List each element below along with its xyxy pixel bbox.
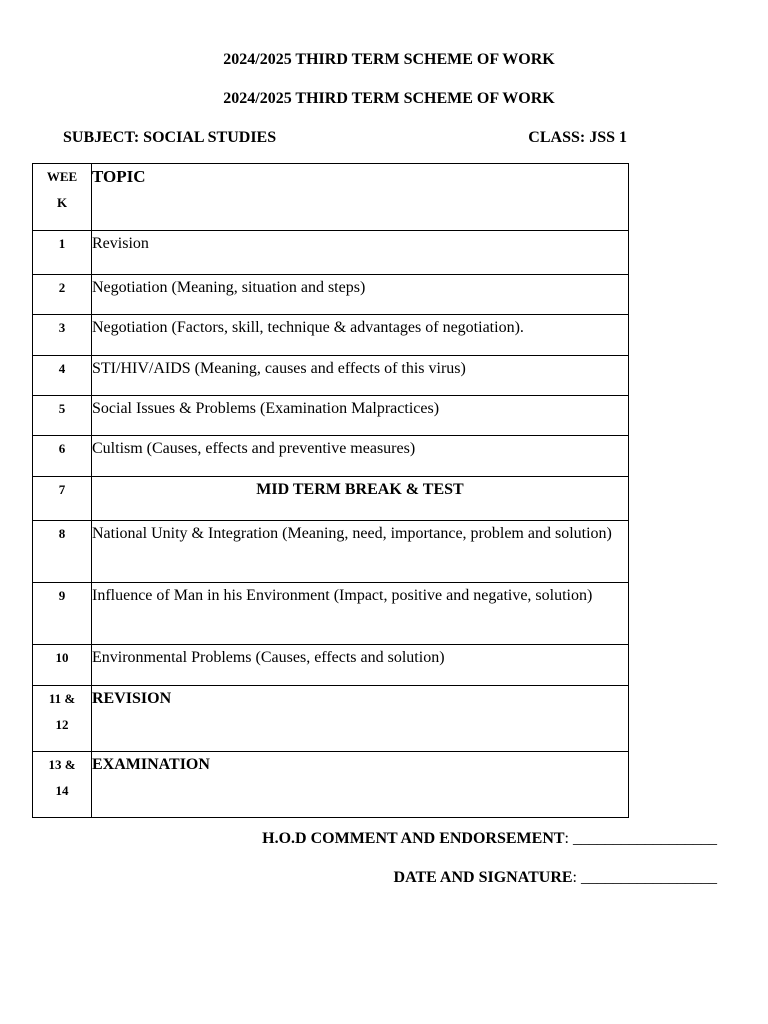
table-row [33,645,629,686]
table-row [33,521,629,583]
topic-cell: Negotiation (Meaning, situation and steps) [92,275,629,315]
topic-cell: Influence of Man in his Environment (Impact, positive and negative, solution) [92,583,629,645]
topic-cell: Social Issues & Problems (Examination Malpractices) [92,396,629,436]
table-row [33,275,629,315]
week-cell: 7 [33,477,92,521]
week-cell: 13 & 14 [33,752,92,818]
table-row-revision [33,686,629,752]
hod-comment-line [262,830,717,848]
topic-cell: Environmental Problems (Causes, effects and solution) [92,645,629,686]
date-signature-label: DATE AND SIGNATURE [393,869,573,886]
class-label: CLASS: JSS 1 [528,129,627,146]
table-row-mid-term [33,477,629,521]
hod-comment-label: H.O.D COMMENT AND ENDORSEMENT [262,830,565,847]
week-cell: 4 [33,356,92,396]
week-cell: 8 [33,521,92,583]
week-cell: 1 [33,231,92,275]
mid-term-break-cell: MID TERM BREAK & TEST [92,477,629,521]
table-row [33,231,629,275]
examination-cell: EXAMINATION [92,752,629,818]
topic-cell: Revision [92,231,629,275]
date-signature-blank: : _________________ [572,869,717,886]
topic-cell: National Unity & Integration (Meaning, need, importance, problem and solution) [92,521,629,583]
document-title-repeat: 2024/2025 THIRD TERM SCHEME OF WORK [223,90,555,107]
week-cell: 2 [33,275,92,315]
subject-label: SUBJECT: SOCIAL STUDIES [63,129,277,146]
topic-column-header: TOPIC [92,164,629,231]
topic-cell: STI/HIV/AIDS (Meaning, causes and effects of this virus) [92,356,629,396]
week-cell: 3 [33,315,92,356]
topic-cell: Cultism (Causes, effects and preventive measures) [92,436,629,477]
date-signature-line [394,869,717,887]
table-row-examination [33,752,629,818]
table-row [33,583,629,645]
revision-cell: REVISION [92,686,629,752]
week-column-header: WEEK [33,164,92,231]
scheme-table [32,163,629,818]
table-row [33,356,629,396]
table-row [33,396,629,436]
week-cell: 6 [33,436,92,477]
week-cell: 11 & 12 [33,686,92,752]
document-title: 2024/2025 THIRD TERM SCHEME OF WORK [223,51,555,68]
table-row [33,436,629,477]
topic-cell: Negotiation (Factors, skill, technique & advantages of negotiation). [92,315,629,356]
week-cell: 10 [33,645,92,686]
table-row [33,315,629,356]
table-header-row [33,164,629,231]
hod-comment-blank: : __________________ [564,830,717,847]
week-cell: 9 [33,583,92,645]
week-cell: 5 [33,396,92,436]
